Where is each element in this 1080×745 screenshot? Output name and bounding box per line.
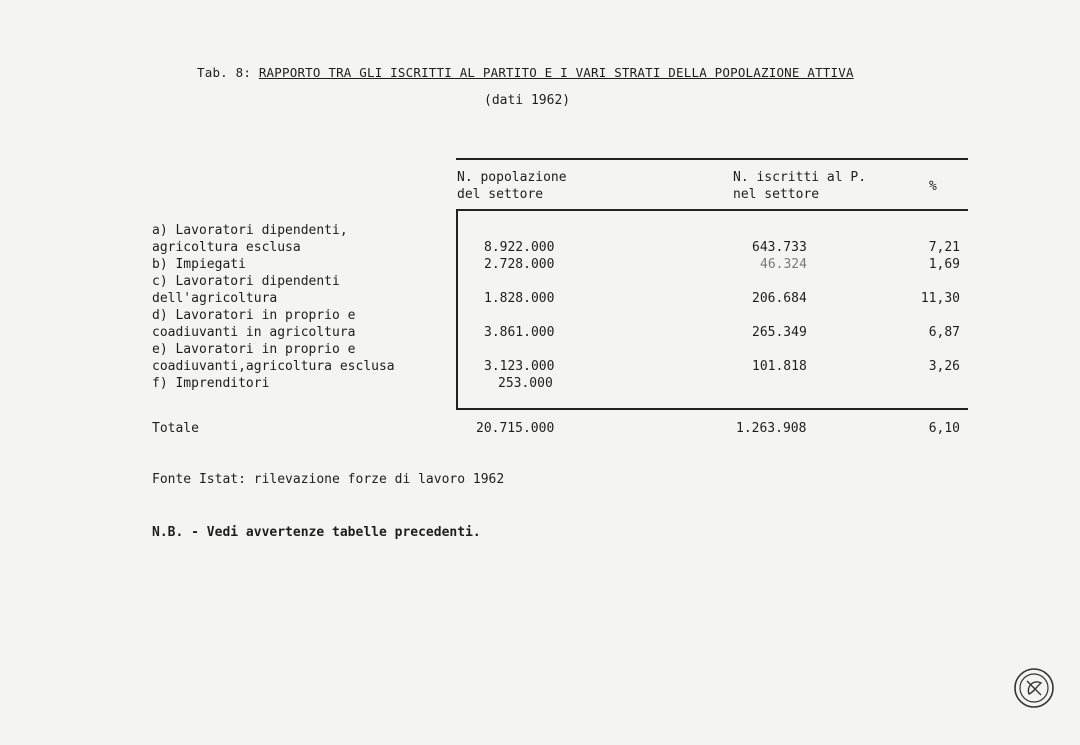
header-pop-line2: del settore: [457, 187, 544, 202]
row-iscritti-value: 46.324: [760, 257, 807, 272]
total-label: Totale: [152, 421, 199, 436]
row-label-line1: e) Lavoratori in proprio e: [152, 342, 356, 357]
row-label-line2: coadiuvanti in agricoltura: [152, 325, 356, 340]
row-percent-value: 3,26: [928, 359, 960, 374]
table-subtitle: (dati 1962): [484, 93, 571, 108]
table-divider: [456, 210, 458, 409]
row-percent-value: 1,69: [928, 257, 960, 272]
row-pop-value: 3.123.000: [484, 359, 555, 374]
row-percent-value: 7,21: [928, 240, 960, 255]
circled-stamp-icon: [1012, 666, 1056, 710]
row-iscritti-value: 206.684: [752, 291, 807, 306]
header-iscritti-line2: nel settore: [733, 187, 820, 202]
total-iscritti-value: 1.263.908: [736, 421, 807, 436]
row-pop-value: 253.000: [498, 376, 553, 391]
header-iscritti-line1: N. iscritti al P.: [733, 170, 867, 185]
row-percent-value: 11,30: [920, 291, 960, 306]
row-label-line1: f) Imprenditori: [152, 376, 270, 391]
title-prefix: Tab. 8:: [197, 65, 252, 80]
row-label-line2: dell'agricoltura: [152, 291, 278, 306]
row-label-line1: a) Lavoratori dipendenti,: [152, 223, 348, 238]
row-pop-value: 2.728.000: [484, 257, 555, 272]
total-percent-value: 6,10: [928, 421, 960, 436]
row-pop-value: 3.861.000: [484, 325, 555, 340]
row-iscritti-value: 265.349: [752, 325, 807, 340]
row-iscritti-value: 101.818: [752, 359, 807, 374]
row-label-line2: coadiuvanti,agricoltura esclusa: [152, 359, 395, 374]
row-label-line2: agricoltura esclusa: [152, 240, 301, 255]
row-label-line1: b) Impiegati: [152, 257, 246, 272]
table-top-rule: [456, 158, 968, 160]
row-label-line1: c) Lavoratori dipendenti: [152, 274, 340, 289]
header-pop-line1: N. popolazione: [457, 170, 567, 185]
header-bottom-rule: [456, 209, 968, 211]
row-percent-value: 6,87: [928, 325, 960, 340]
table-title: [197, 65, 854, 80]
total-pop-value: 20.715.000: [476, 421, 555, 436]
row-pop-value: 8.922.000: [484, 240, 555, 255]
header-percent: %: [929, 179, 937, 194]
row-label-line1: d) Lavoratori in proprio e: [152, 308, 356, 323]
nb-note: N.B. - Vedi avvertenze tabelle precedenti.: [152, 525, 481, 540]
source-note: Fonte Istat: rilevazione forze di lavoro 1962: [152, 472, 505, 487]
row-iscritti-value: 643.733: [752, 240, 807, 255]
body-bottom-rule: [456, 408, 968, 410]
title-main: RAPPORTO TRA GLI ISCRITTI AL PARTITO E I VARI STRATI DELLA POPOLAZIONE ATTIVA: [258, 65, 854, 80]
row-pop-value: 1.828.000: [484, 291, 555, 306]
